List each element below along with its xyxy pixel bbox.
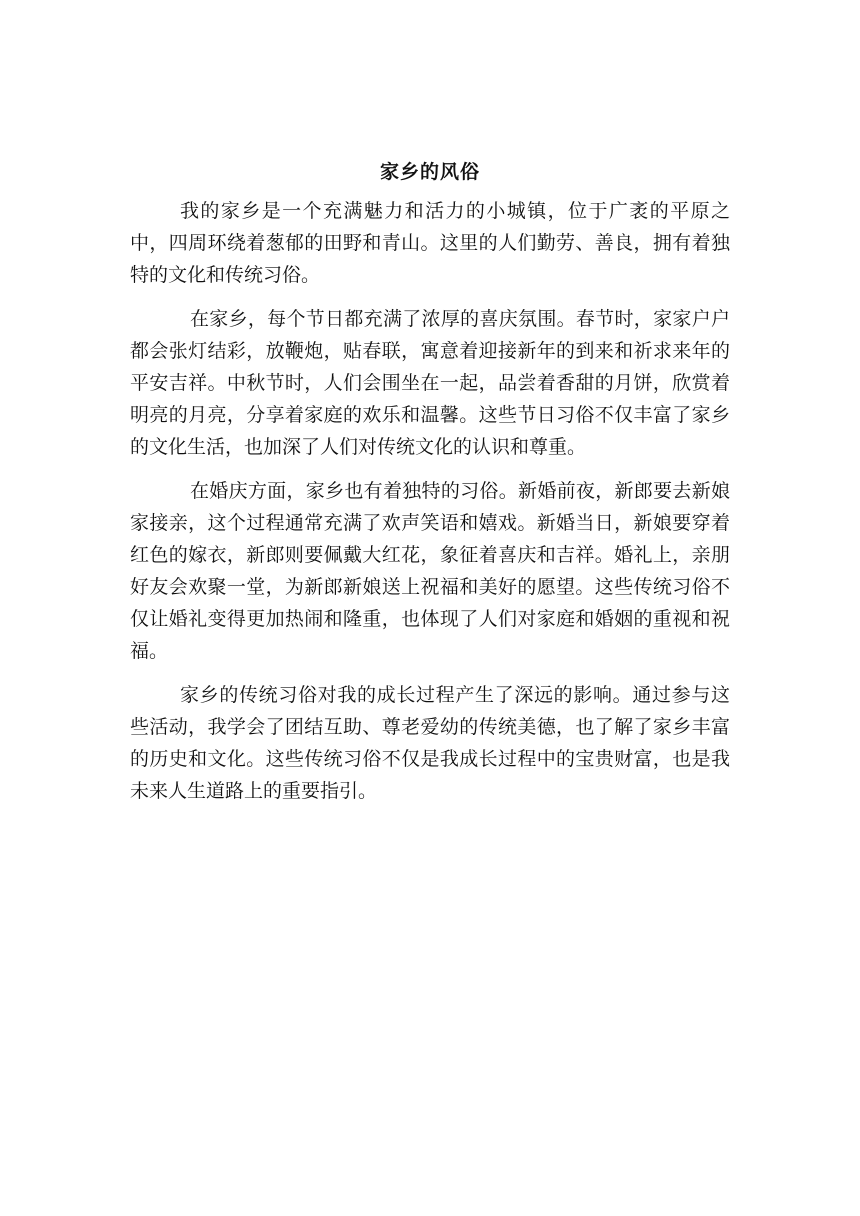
paragraph-festivals: 在家乡，每个节日都充满了浓厚的喜庆氛围。春节时，家家户户都会张灯结彩，放鞭炮，贴春联，寓意着迎接新年的到来和祈求来年的平安吉祥。中秋节时，人们会围坐在一起，品尝着香甜的月饼，欣赏着明亮的月亮，分享着家庭的欢乐和温馨。这些节日习俗不仅丰富了家乡的文化生活，也加深了人们对传统文化的认识和尊重。 bbox=[130, 308, 730, 458]
document-title: 家乡的风俗 bbox=[379, 161, 480, 183]
paragraph-intro: 我的家乡是一个充满魅力和活力的小城镇，位于广袤的平原之中，四周环绕着葱郁的田野和青山。这里的人们勤劳、善良，拥有着独特的文化和传统习俗。 bbox=[130, 200, 730, 286]
paragraph-weddings: 在婚庆方面，家乡也有着独特的习俗。新婚前夜，新郎要去新娘家接亲，这个过程通常充满了欢声笑语和嬉戏。新婚当日，新娘要穿着红色的嫁衣，新郎则要佩戴大红花，象征着喜庆和吉祥。婚礼上，亲朋好友会欢聚一堂，为新郎新娘送上祝福和美好的愿望。这些传统习俗不仅让婚礼变得更加热闹和隆重，也体现了人们对家庭和婚姻的重视和祝福。 bbox=[130, 480, 730, 662]
document-body bbox=[130, 153, 730, 819]
paragraph-influence: 家乡的传统习俗对我的成长过程产生了深远的影响。通过参与这些活动，我学会了团结互助、尊老爱幼的传统美德，也了解了家乡丰富的历史和文化。这些传统习俗不仅是我成长过程中的宝贵财富，也是我未来人生道路上的重要指引。 bbox=[130, 684, 730, 802]
